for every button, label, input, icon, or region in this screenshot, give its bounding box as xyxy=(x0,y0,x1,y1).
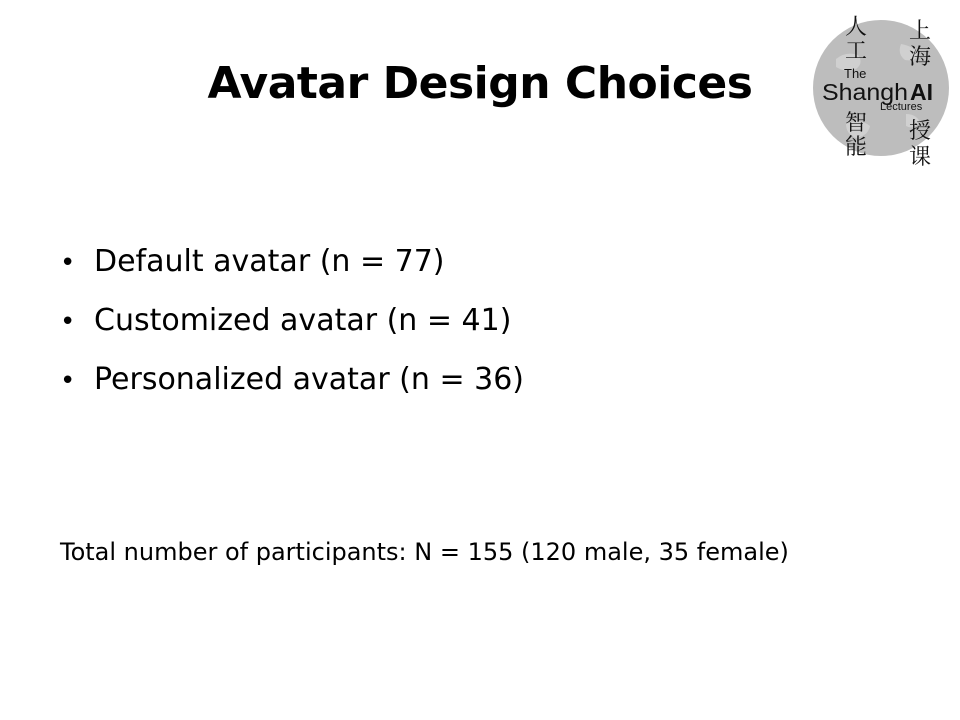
logo-shangh-text: Shangh xyxy=(822,79,908,105)
logo-right-char-1: 上 xyxy=(908,19,932,44)
logo-right-char-4: 课 xyxy=(908,145,932,170)
bullet-item xyxy=(60,291,524,350)
logo-left-char-4: 能 xyxy=(844,135,868,160)
logo-left-char-2: 工 xyxy=(844,39,868,64)
logo-ai-text: AI xyxy=(910,79,933,105)
bullet-item xyxy=(60,232,524,291)
total-participants-text: Total number of participants: N = 155 (120 male, 35 female) xyxy=(60,538,789,566)
bullet-text: Customized avatar (n = 41) xyxy=(94,303,512,338)
bullet-item xyxy=(60,350,524,409)
logo-left-char-1: 人 xyxy=(844,15,868,40)
slide-title: Avatar Design Choices xyxy=(207,58,753,109)
logo-the-text: The xyxy=(844,66,867,81)
logo-lectures-text: Lectures xyxy=(880,101,923,113)
logo-right-char-3: 授 xyxy=(908,119,932,144)
shanghai-lectures-logo xyxy=(806,4,956,174)
logo-left-char-3: 智 xyxy=(844,111,868,136)
bullet-dot-icon: • xyxy=(60,366,76,396)
bullet-text: Default avatar (n = 77) xyxy=(94,244,445,279)
bullet-dot-icon: • xyxy=(60,307,76,337)
bullet-list xyxy=(60,232,524,409)
bullet-dot-icon: • xyxy=(60,248,76,278)
bullet-text: Personalized avatar (n = 36) xyxy=(94,362,524,397)
logo-right-char-2: 海 xyxy=(908,45,932,70)
